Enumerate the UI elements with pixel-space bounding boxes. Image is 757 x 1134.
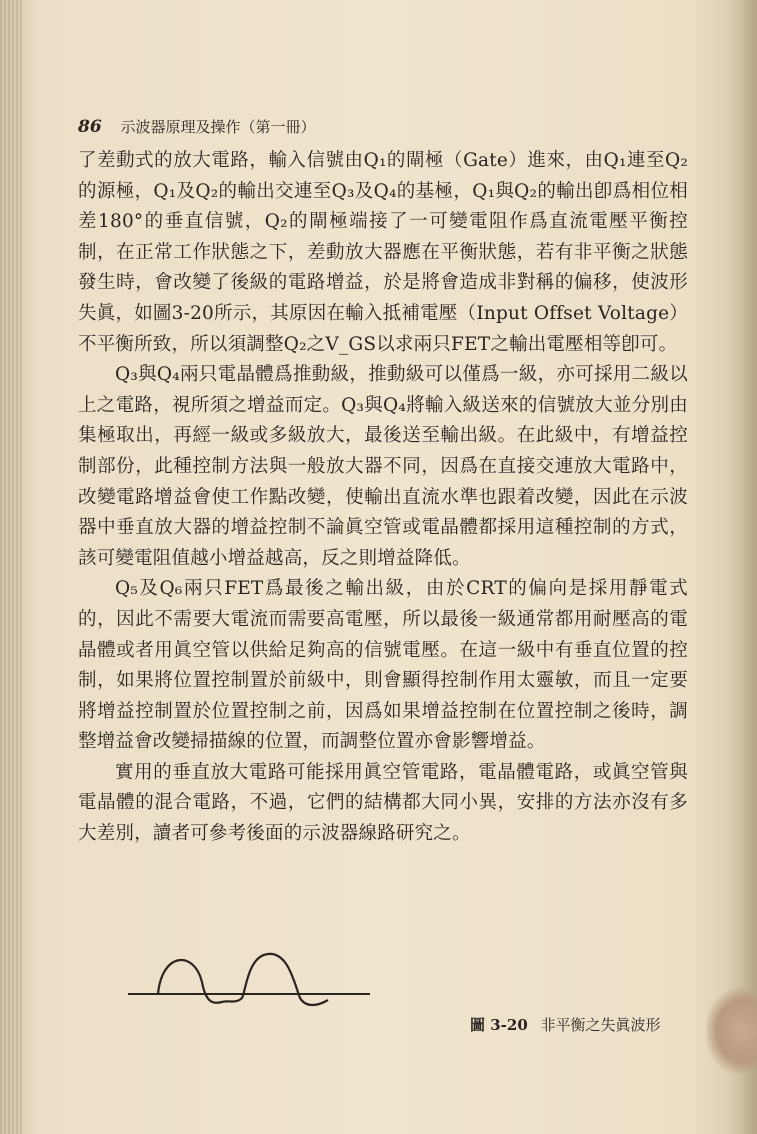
figure-number: 圖 3-20 (470, 1016, 528, 1034)
paragraph-2: Q₃與Q₄兩只電晶體爲推動級，推動級可以僅爲一級，亦可採用二級以上之電路，視所須之增益而定。Q₃與Q₄將輸入級送來的信號放大並分別由集極取出，再經一級或多級放大，最後送至輸出級。在此級中，有增益控制部份，此種控制方法與一般放大器不同，因爲在直接交連放大電路中，改變電路增益會使工作點改變，使輸出直流水準也跟着改變，因此在示波器中垂直放大器的增益控制不論眞空管或電晶體都採用這種控制的方式，該可變電阻值越小增益越高，反之則增益降低。 (78, 364, 688, 569)
running-header (78, 116, 678, 140)
page-number: 86 (78, 117, 102, 137)
paragraph-1: 了差動式的放大電路，輸入信號由Q₁的閘極（Gate）進來，由Q₁連至Q₂的源極，Q₁及Q₂的輸出交連至Q₃及Q₄的基極，Q₁與Q₂的輸出卽爲相位相差180°的垂直信號，Q₂的閘極端接了一可變電阻作爲直流電壓平衡控制，在正常工作狀態之下，差動放大器應在平衡狀態，若有非平衡之狀態發生時，會改變了後級的電路增益，於是將會造成非對稱的偏移，使波形失眞，如圖3-20所示，其原因在輸入抵補電壓（Input Offset Voltage）不平衡所致，所以須調整Q₂之V_GS以求兩只FET之輸出電壓相等卽可。 (78, 150, 688, 355)
paragraph-4: 實用的垂直放大電路可能採用眞空管電路，電晶體電路，或眞空管與電晶體的混合電路，不過，它們的結構都大同小異，安排的方法亦沒有多大差別，讀者可參考後面的示波器線路研究之。 (78, 761, 688, 845)
body-text (78, 146, 688, 850)
figure-caption (470, 1014, 690, 1035)
thumb-shadow (706, 988, 757, 1074)
paragraph-3: Q₅及Q₆兩只FET爲最後之輸出級，由於CRT的偏向是採用靜電式的，因此不需要大電流而需要高電壓，所以最後一級通常都用耐壓高的電晶體或者用眞空管以供給足夠高的信號電壓。在這一級中有垂直位置的控制，如果將位置控制置於前級中，則會顯得控制作用太靈敏，而且一定要將增益控制置於位置控制之前，因爲如果增益控制在位置控制之後時，調整增益會改變掃描線的位置，而調整位置亦會影響增益。 (78, 578, 688, 753)
page-edge-shadow (727, 0, 757, 1134)
distorted-waveform-figure (128, 942, 370, 1022)
book-title: 示波器原理及操作（第一冊） (120, 118, 316, 136)
waveform-curve (158, 954, 328, 1005)
book-spine-edge (0, 0, 22, 1134)
figure-caption-text: 非平衡之失眞波形 (540, 1016, 661, 1034)
